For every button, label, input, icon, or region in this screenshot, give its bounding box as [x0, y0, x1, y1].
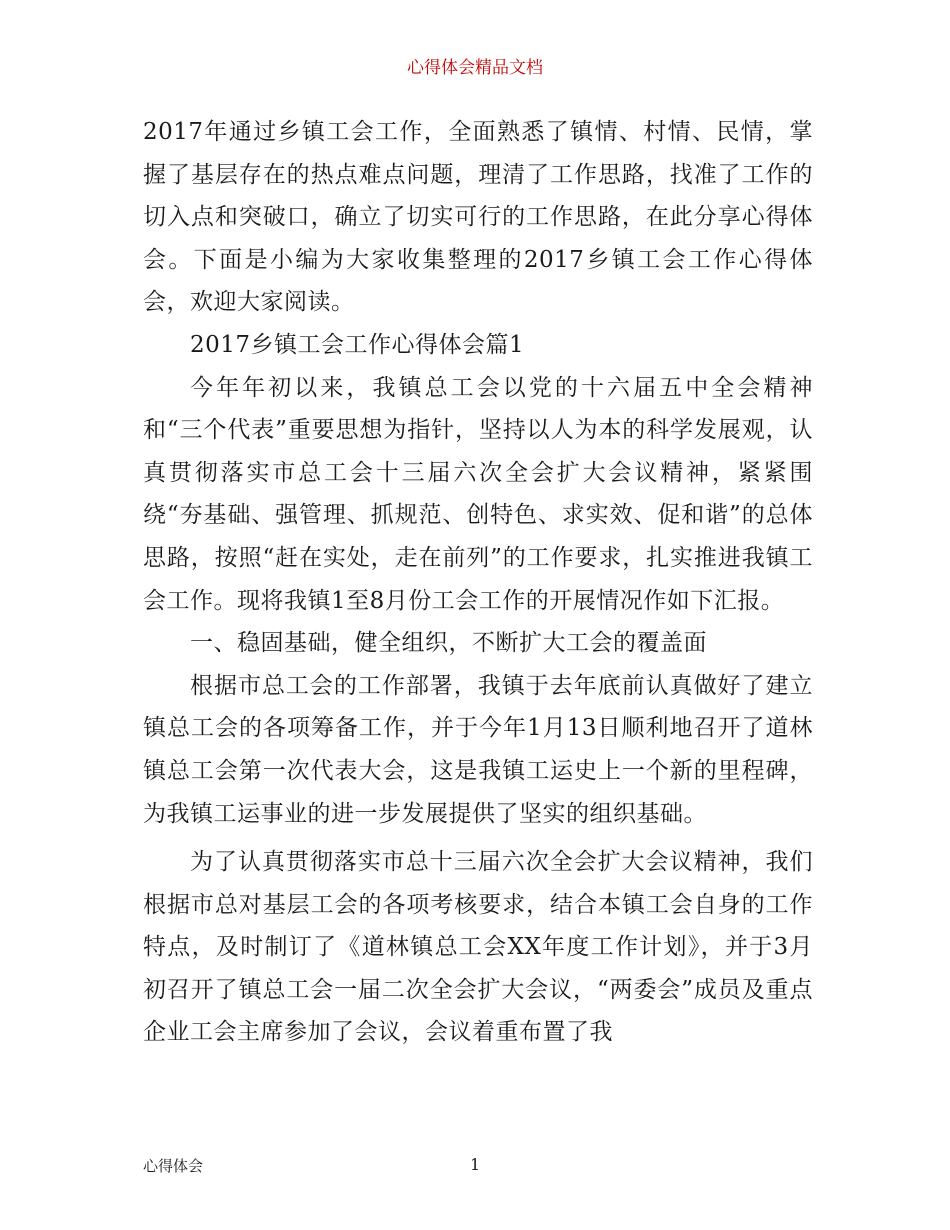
page-number: 1 — [470, 1155, 481, 1174]
intro-paragraph: 2017年通过乡镇工会工作，全面熟悉了镇情、村情、民情，掌握了基层存在的热点难点问题，理清了工作思路，找准了工作的切入点和突破口，确立了切实可行的工作思路，在此分享心得体会。下面是小编为大家收集整理的2017乡镇工会工作心得体会，欢迎大家阅读。 — [143, 119, 813, 316]
section-heading-part1: 2017乡镇工会工作心得体会篇1 — [190, 331, 525, 358]
paragraph-implementation: 为了认真贯彻落实市总十三届六次全会扩大会议精神，我们根据市总对基层工会的各项考核要求，结合本镇工会自身的工作特点，及时制订了《道林镇总工会XX年度工作计划》，并于3月初召开了镇总工会一届二次全会扩大会议，“两委会”成员及重点企业工会主席参加了会议，会议着重布置了我 — [143, 849, 813, 1046]
document-header-title: 心得体会精品文档 — [407, 58, 543, 78]
paragraph-overview: 今年年初以来，我镇总工会以党的十六届五中全会精神和“三个代表”重要思想为指针，坚持以人为本的科学发展观，认真贯彻落实市总工会十三届六次全会扩大会议精神，紧紧围绕“夯基础、强管理、抓规范、创特色、求实效、促和谐”的总体思路，按照“赶在实处，走在前列”的工作要求，扎实推进我镇工会工作。现将我镇1至8月份工会工作的开展情况作如下汇报。 — [143, 374, 813, 614]
document-body — [143, 111, 813, 1054]
paragraph-organization: 根据市总工会的工作部署，我镇于去年底前认真做好了建立镇总工会的各项筹备工作，并于今年1月13日顺利地召开了道林镇总工会第一次代表大会，这是我镇工运史上一个新的里程碑，为我镇工运事业的进一步发展提供了坚实的组织基础。 — [143, 672, 813, 827]
section-heading-one: 一、稳固基础，健全组织，不断扩大工会的覆盖面 — [190, 630, 707, 657]
footer-label: 心得体会 — [143, 1157, 204, 1175]
